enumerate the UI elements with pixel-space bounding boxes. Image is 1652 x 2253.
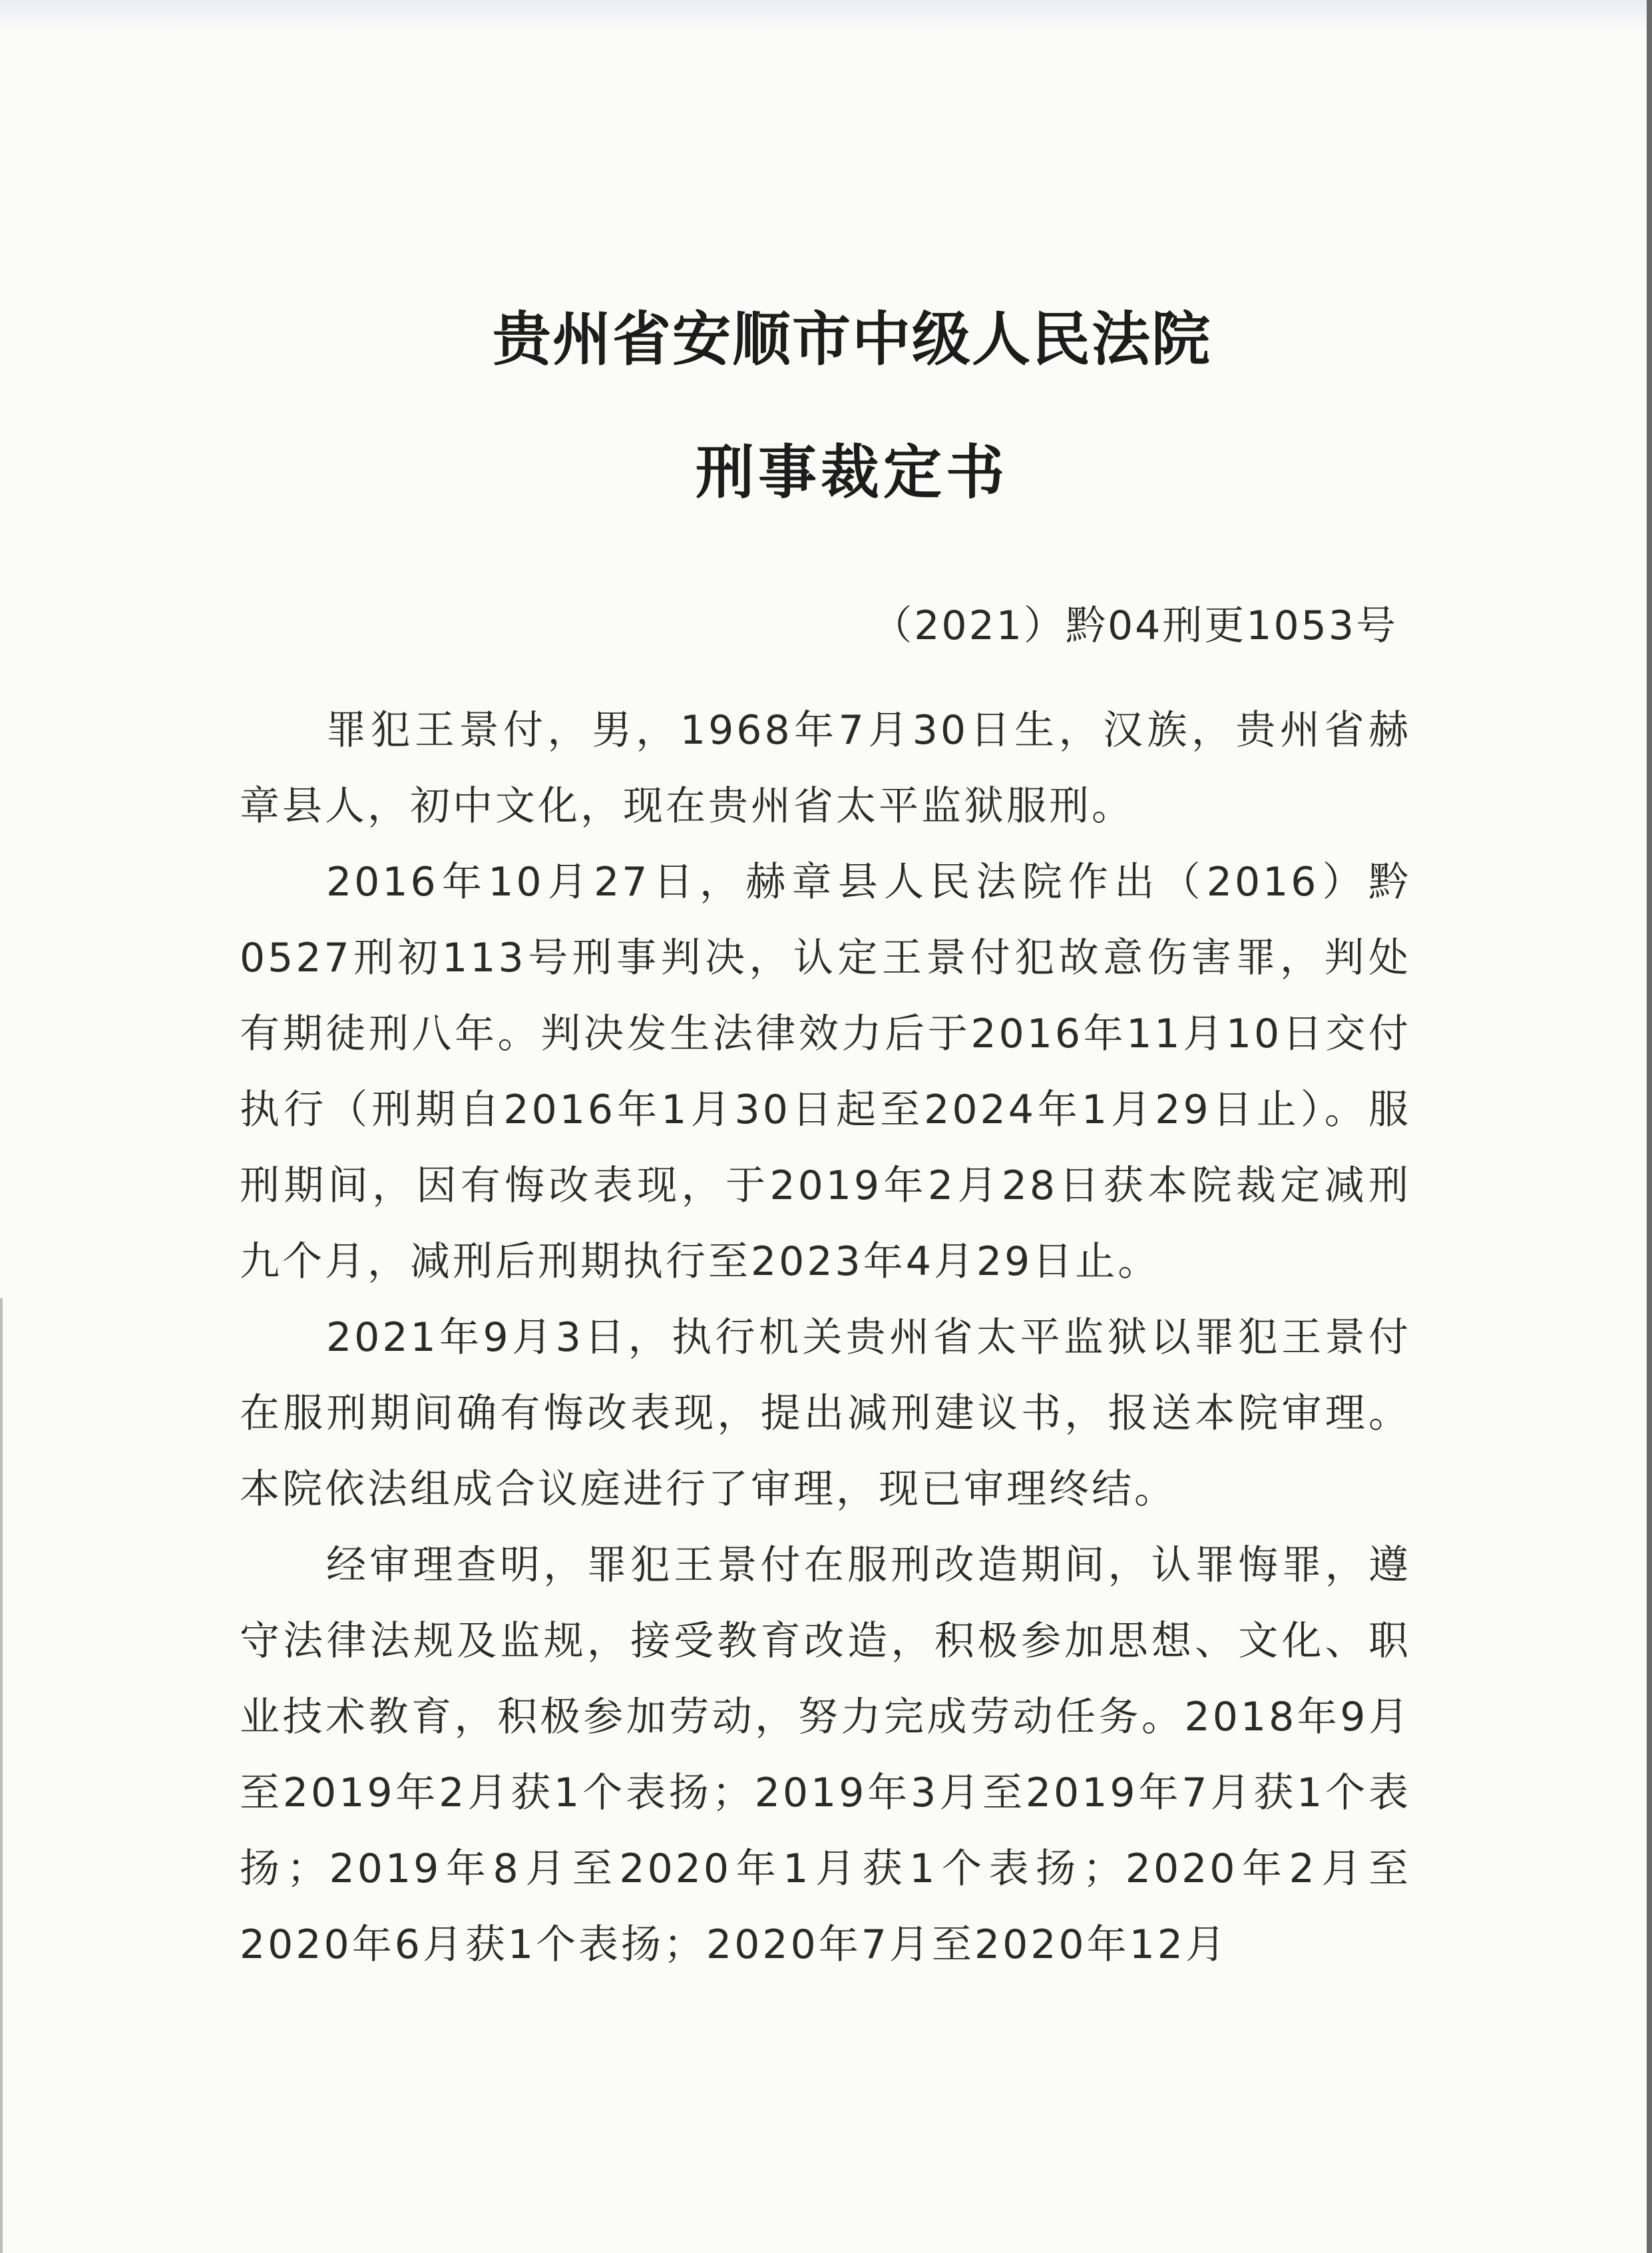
document-body [240,692,1411,1983]
scan-edge-right [1647,0,1652,2253]
scan-edge-left [0,1298,3,2253]
paragraph-original-judgment: 2016年10月27日，赫章县人民法院作出（2016）黔0527刑初113号刑事判决，认定王景付犯故意伤害罪，判处有期徒刑八年。判决发生法律效力后于2016年11月10日交付执行（刑期自2016年1月30日起至2024年1月29日止）。服刑期间，因有悔改表现，于2019年2月28日获本院裁定减刑九个月，减刑后刑期执行至2023年4月29日止。 [240,859,1411,1285]
paragraph-findings: 经审理查明，罪犯王景付在服刑改造期间，认罪悔罪，遵守法律法规及监规，接受教育改造，积极参加思想、文化、职业技术教育，积极参加劳动，努力完成劳动任务。2018年9月至2019年2月获1个表扬；2019年3月至2019年7月获1个表扬；2019年8月至2020年1月获1个表扬；2020年2月至2020年6月获1个表扬；2020年7月至2020年12月 [240,1542,1411,1968]
case-number: （2021）黔04刑更1053号 [872,603,1398,649]
document-type: 刑事裁定书 [695,437,1008,507]
paragraph-defendant-info: 罪犯王景付，男，1968年7月30日生，汉族，贵州省赫章县人，初中文化，现在贵州省太平监狱服刑。 [240,707,1411,830]
paragraph-commutation-proposal: 2021年9月3日，执行机关贵州省太平监狱以罪犯王景付在服刑期间确有悔改表现，提出减刑建议书，报送本院审理。本院依法组成合议庭进行了审理，现已审理终结。 [240,1314,1411,1513]
scan-edge-top [0,0,1652,31]
court-name: 贵州省安顺市中级人民法院 [492,304,1211,374]
